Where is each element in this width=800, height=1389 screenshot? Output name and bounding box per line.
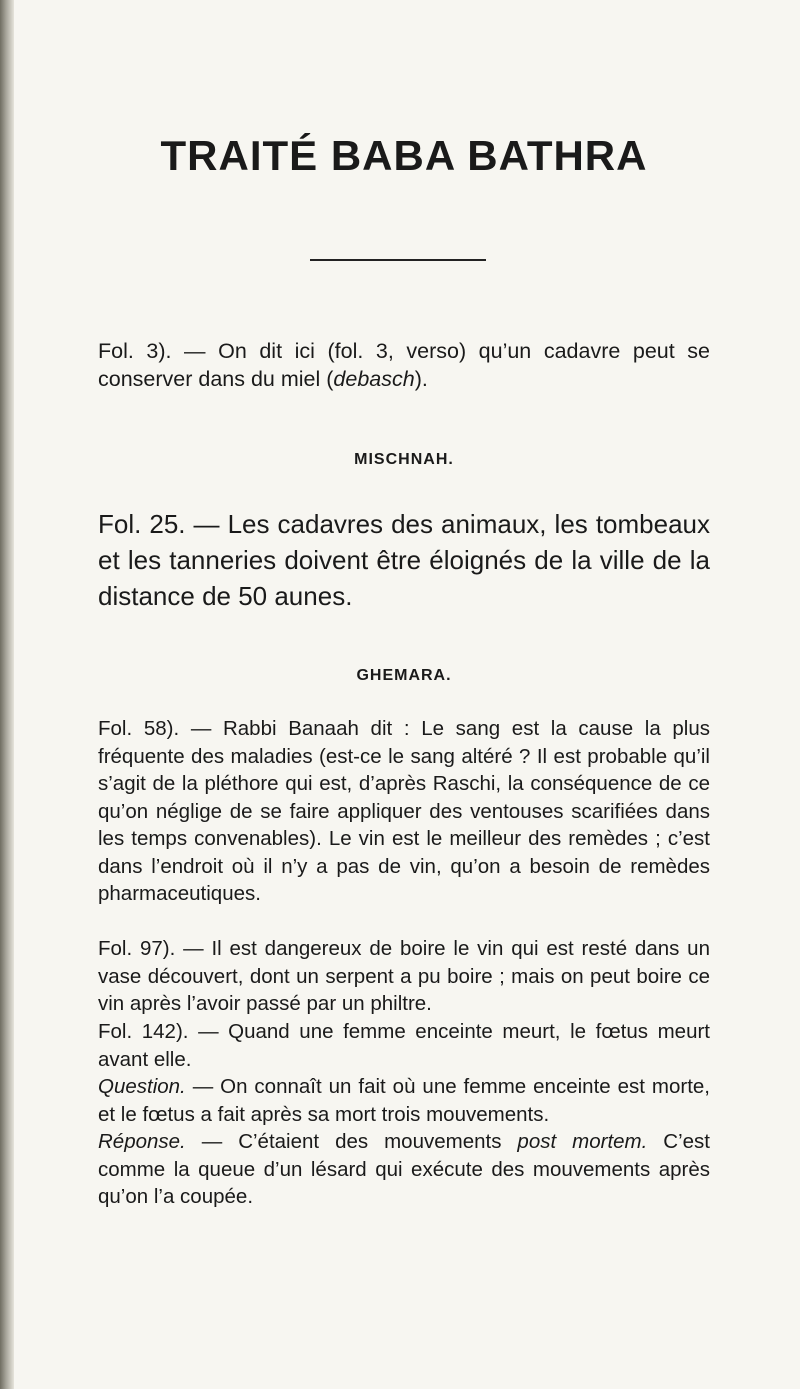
question-text: — On connaît un fait où une femme enceinte est morte, et le fœtus a fait après sa mort trois mouvements.: [98, 1075, 710, 1126]
section-heading-mischnah: MISCHNAH.: [354, 451, 454, 468]
page-title: TRAITÉ BABA BATHRA: [160, 132, 648, 179]
paragraph-fol-58: Fol. 58). — Rabbi Banaah dit : Le sang est la cause la plus fréquente des maladies (est-ce le sang altéré ? Il est probable qu’il s’agit de la pléthore qui est, d’après Raschi, la conséquence de ce qu’on néglige de se faire appliquer des ventouses scarifiées dans les temps convenables). Le vin est le meilleur des remèdes ; c’est dans l’endroit où il n’y a pas de vin, qu’on a besoin de remèdes pharmaceutiques.: [98, 717, 710, 905]
paragraph-question: [98, 1073, 710, 1128]
reponse-text: — C’étaient des mouvements: [185, 1130, 518, 1153]
reponse-text-end: C’est comme la queue d’un lésard qui exécute des mouvements après qu’on l’a coupée.: [98, 1130, 710, 1208]
section-heading-ghemara: GHEMARA.: [356, 667, 452, 684]
question-label: Question.: [98, 1075, 186, 1098]
paragraph-fol-25: Fol. 25. — Les cadavres des animaux, les tombeaux et les tanneries doivent être éloignés de la ville de la distance de 50 aunes.: [98, 509, 710, 611]
paragraph-fol-142: Fol. 142). — Quand une femme enceinte meurt, le fœtus meurt avant elle.: [98, 1020, 710, 1071]
paragraph-fol-3: [98, 337, 710, 393]
page-edge-shadow: [0, 0, 14, 1389]
paragraph-reponse: [98, 1128, 710, 1211]
paragraph-fol-3-term: debasch: [333, 367, 415, 391]
reponse-label: Réponse.: [98, 1130, 186, 1153]
reponse-term: post mortem.: [517, 1130, 648, 1153]
paragraph-fol-3-text: Fol. 3). — On dit ici (fol. 3, verso) qu’un cadavre peut se conserver dans du miel (: [98, 339, 710, 391]
paragraph-fol-97: Fol. 97). — Il est dangereux de boire le vin qui est resté dans un vase découvert, dont un serpent a pu boire ; mais on peut boire ce vin après l’avoir passé par un philtre.: [98, 937, 710, 1015]
paragraph-fol-3-end: ).: [414, 367, 428, 391]
title-divider: [310, 259, 486, 261]
